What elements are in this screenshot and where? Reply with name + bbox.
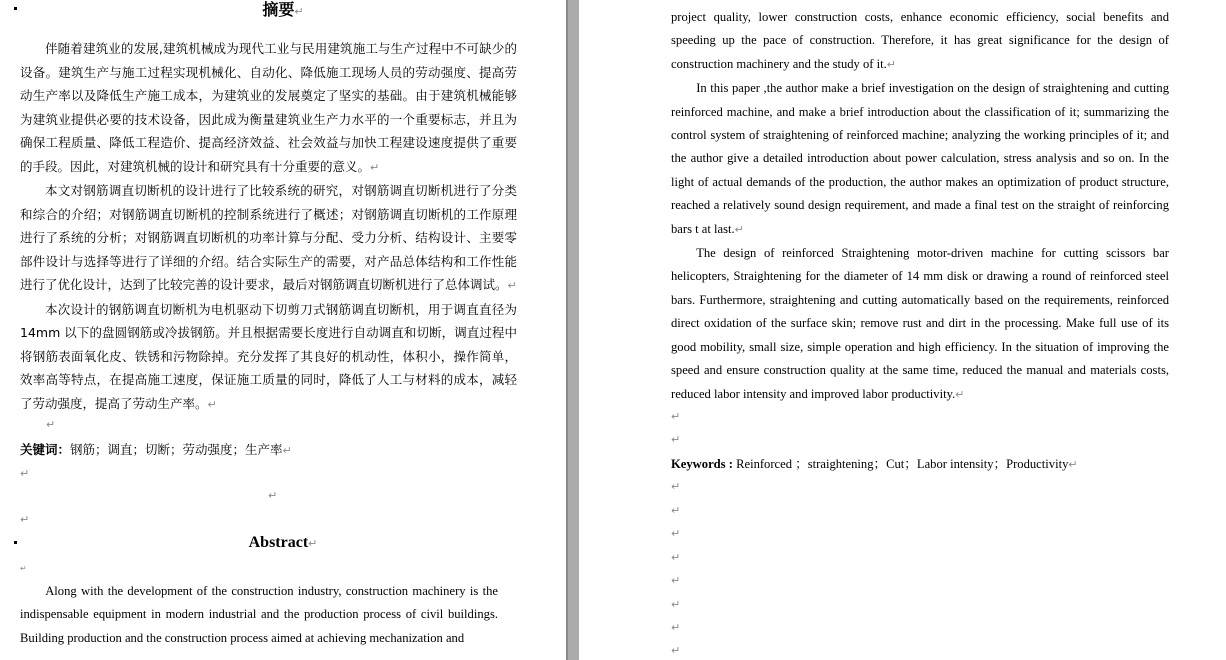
en-paragraph: The design of reinforced Straightening motor-driven machine for cutting scissors bar helicopters, Straightening for the diameter of 14 mm disk or drawing a round of reinforced steel bars. Furthermore, straightening and cutting automatically based on the requirements, reinforced direct oxidation of the surface skin; remove rust and dirt in the processing. Make full use of its good mobility, small size, simple operation and high efficiency. In the situation of improving the speed and ensure construction quality at the same time, reduced the manual and materials costs, reduced labor intensity and improved labor productivity.↵ <box>671 246 1169 401</box>
keywords-cn: 关键词：钢筋；调直；切断；劳动强度；生产率↵ <box>20 442 292 457</box>
empty-paragraph-mark: ↵ <box>671 574 681 587</box>
empty-paragraph-mark: ↵ <box>671 433 681 446</box>
page-gap-shadow <box>566 0 568 660</box>
keywords-label: Keywords : <box>671 457 733 471</box>
abstract-body-en-start <box>20 580 498 650</box>
empty-paragraph-mark: ↵ <box>20 564 27 573</box>
empty-paragraph-mark: ↵ <box>671 527 681 540</box>
en-paragraph: In this paper ,the author make a brief investigation on the design of straightening and cutting reinforced machine, and make a brief introduction about the classification of it; summarizing the control system of straightening of reinforced machine; analyzing the working principles of it; and the author give a detailed introduction about power calculation, stress analysis and so on. In the light of actual demands of the production, the author makes an optimization of product structure, reached a relatively sound design requirement, and made a final test on the straight of reinforcing bars t at last.↵ <box>671 81 1169 236</box>
empty-paragraph-mark: ↵ <box>671 504 681 517</box>
keywords-en: Keywords : Reinforced ；straightening；Cut；Labor intensity；Productivity↵ <box>671 457 1078 471</box>
empty-paragraph-mark: ↵ <box>671 551 681 564</box>
en-paragraph: project quality, lower construction costs, enhance economic efficiency, social benefits and speeding up the pace of construction. Therefore, it has great significance for the design of construction machinery and the study of it.↵ <box>671 10 1169 71</box>
empty-paragraph-mark: ↵ <box>20 467 30 480</box>
keywords-value: 钢筋；调直；切断；劳动强度；生产率 <box>70 442 283 457</box>
keywords-label: 关键词： <box>20 442 71 457</box>
empty-paragraph-mark: ↵ <box>20 513 30 526</box>
empty-paragraph-mark: ↵ <box>671 598 681 611</box>
empty-paragraph-mark: ↵ <box>671 621 681 634</box>
document-page-right <box>579 0 1226 660</box>
cn-paragraph: 伴随着建筑业的发展,建筑机械成为现代工业与民用建筑施工与生产过程中不可缺少的设备。建筑生产与施工过程实现机械化、自动化、降低施工现场人员的劳动强度、提高劳动生产率以及降低生产施工成本，为建筑业的发展奠定了坚实的基础。由于建筑机械能够为建筑业提供必要的技术设备，因此成为衡量建筑业生产力水平的一个重要标志，并且为确保工程质量、降低工程造价、提高经济效益、社会效益与加快工程建设速度提供了重要的手段。因此，对建筑机械的设计和研究具有十分重要的意义。↵ <box>20 41 517 174</box>
cn-paragraph: 本文对钢筋调直切断机的设计进行了比较系统的研究，对钢筋调直切断机进行了分类和综合的介绍；对钢筋调直切断机的控制系统进行了概述；对钢筋调直切断机的工作原理进行了系统的分析；对钢筋调直切断机的功率计算与分配、受力分析、结构设计、主要零部件设计与选择等进行了详细的介绍。结合实际生产的需要，对产品总体结构和工作性能进行了优化设计，达到了比较完善的设计要求，最后对钢筋调直切断机进行了总体调试。↵ <box>20 183 517 292</box>
abstract-body-cn <box>20 37 517 416</box>
empty-paragraph-mark: ↵ <box>671 644 681 657</box>
en-paragraph: Along with the development of the construction industry, construction machinery is the indispensable equipment in modern industrial and the production process of civil buildings. Building production and the construction process aimed at achieving mechanization and <box>20 584 498 645</box>
empty-paragraph-mark: ↵ <box>671 410 681 423</box>
document-page-left <box>0 0 566 660</box>
keywords-value: Reinforced ；straightening；Cut；Labor intensity；Productivity <box>736 457 1069 471</box>
empty-paragraph-mark: ↵ <box>46 418 56 431</box>
abstract-body-en <box>671 6 1169 407</box>
empty-paragraph-mark: ↵ <box>671 480 681 493</box>
abstract-title-en: Abstract↵ <box>248 534 318 551</box>
empty-paragraph-mark: ↵ <box>268 489 278 502</box>
abstract-title-cn: 摘要↵ <box>262 0 304 19</box>
cn-paragraph: 本次设计的钢筋调直切断机为电机驱动下切剪刀式钢筋调直切断机，用于调直直径为14mm 以下的盘圆钢筋或冷拔钢筋。并且根据需要长度进行自动调直和切断，调直过程中将钢筋表面氧化皮、铁锈和污物除掉。充分发挥了其良好的机动性，体积小，操作简单，效率高等特点，在提高施工速度，保证施工质量的同时，降低了人工与材料的成本，减轻了劳动强度，提高了劳动生产率。↵ <box>20 301 517 411</box>
